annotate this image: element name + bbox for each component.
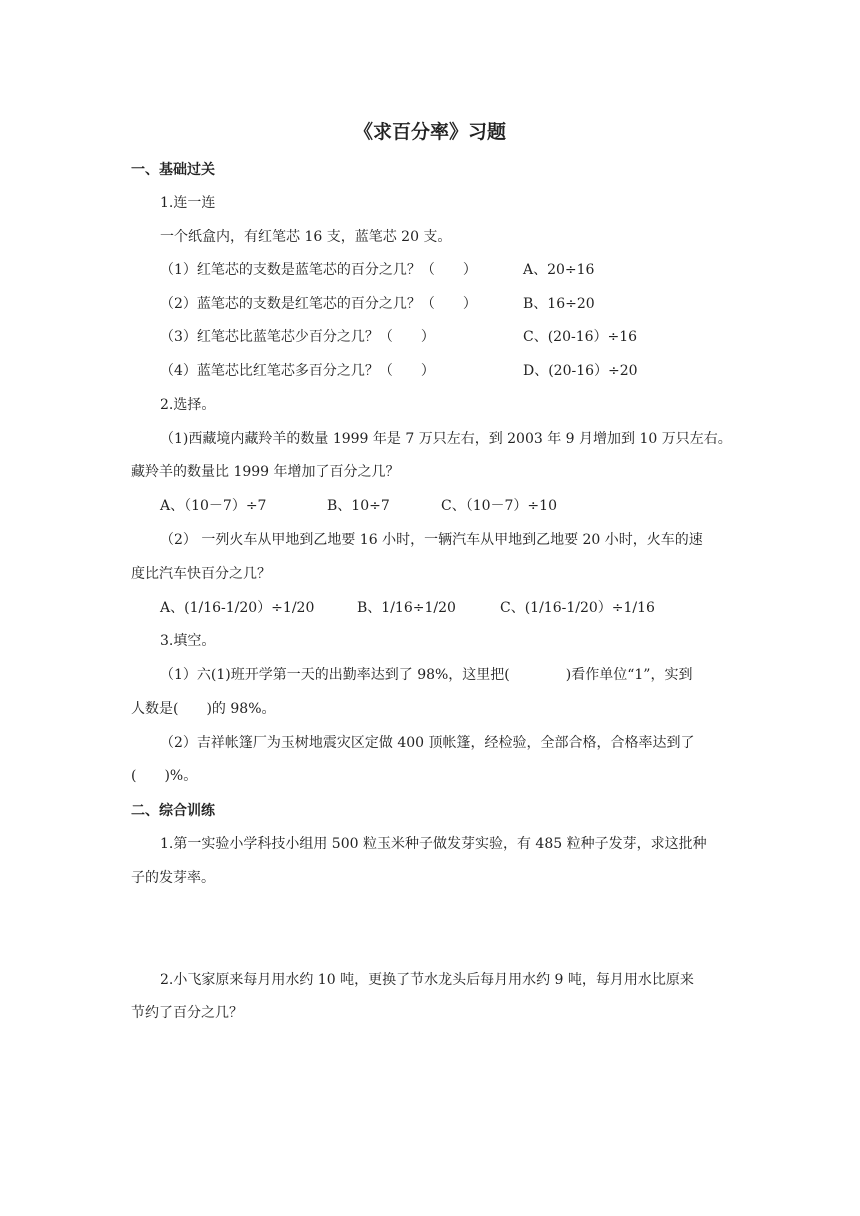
question-2-1-option-b: B、10÷7 xyxy=(327,498,390,514)
question-3-1-text: （1）六(1)班开学第一天的出勤率达到了 98%，这里把( )看作单位“1”，实到 xyxy=(160,667,693,683)
question-3-label: 3.填空。 xyxy=(160,633,216,649)
question-2-1-text-cont: 藏羚羊的数量比 1999 年增加了百分之几？ xyxy=(131,464,400,480)
question-3-1-text-cont: 人数是( )的 98%。 xyxy=(131,701,276,717)
question-2-1-option-c: C、（10－7）÷10 xyxy=(441,498,557,514)
question-2-label: 2.选择。 xyxy=(160,397,216,413)
page-title: 《求百分率》习题 xyxy=(353,121,506,143)
question-2-1-text: （1)西藏境内藏羚羊的数量 1999 年是 7 万只左右，到 2003 年 9 月增加到 10 万只左右。 xyxy=(160,431,732,447)
match-option-c: C、(20-16）÷16 xyxy=(523,329,638,345)
match-option-d: D、(20-16）÷20 xyxy=(523,363,638,379)
match-option-a: A、20÷16 xyxy=(523,262,595,278)
question-1-intro: 一个纸盒内，有红笔芯 16 支，蓝笔芯 20 支。 xyxy=(160,229,452,245)
section-heading-comprehensive: 二、综合训练 xyxy=(131,803,215,819)
question-2-2-option-c: C、(1/16-1/20）÷1/16 xyxy=(500,600,655,616)
question-2-2-text-cont: 度比汽车快百分之几？ xyxy=(131,566,271,582)
problem-1-text: 1.第一实验小学科技小组用 500 粒玉米种子做发芽实验，有 485 粒种子发芽，求这批种 xyxy=(160,836,707,852)
problem-2-text-cont: 节约了百分之几？ xyxy=(131,1005,243,1021)
match-question-4: （4）蓝笔芯比红笔芯多百分之几？（ ） xyxy=(160,363,435,379)
match-option-b: B、16÷20 xyxy=(523,296,595,312)
problem-2-text: 2.小飞家原来每月用水约 10 吨，更换了节水龙头后每月用水约 9 吨，每月用水比原来 xyxy=(160,972,694,988)
match-question-1: （1）红笔芯的支数是蓝笔芯的百分之几？（ ） xyxy=(160,262,477,278)
question-3-2-text: （2）吉祥帐篷厂为玉树地震灾区定做 400 顶帐篷，经检验，全部合格，合格率达到了 xyxy=(160,735,695,751)
question-2-2-option-a: A、(1/16-1/20）÷1/20 xyxy=(160,600,315,616)
match-question-3: （3）红笔芯比蓝笔芯少百分之几？（ ） xyxy=(160,329,435,345)
question-1-label: 1.连一连 xyxy=(160,195,216,211)
question-3-2-text-cont: ( )%。 xyxy=(131,768,198,784)
section-heading-basic: 一、基础过关 xyxy=(131,162,215,178)
question-2-2-option-b: B、1/16÷1/20 xyxy=(357,600,456,616)
problem-1-text-cont: 子的发芽率。 xyxy=(131,870,215,886)
question-2-2-text: （2） 一列火车从甲地到乙地要 16 小时，一辆汽车从甲地到乙地要 20 小时，火车的速 xyxy=(160,532,703,548)
question-2-1-option-a: A、（10－7）÷7 xyxy=(160,498,267,514)
match-question-2: （2）蓝笔芯的支数是红笔芯的百分之几？（ ） xyxy=(160,296,477,312)
